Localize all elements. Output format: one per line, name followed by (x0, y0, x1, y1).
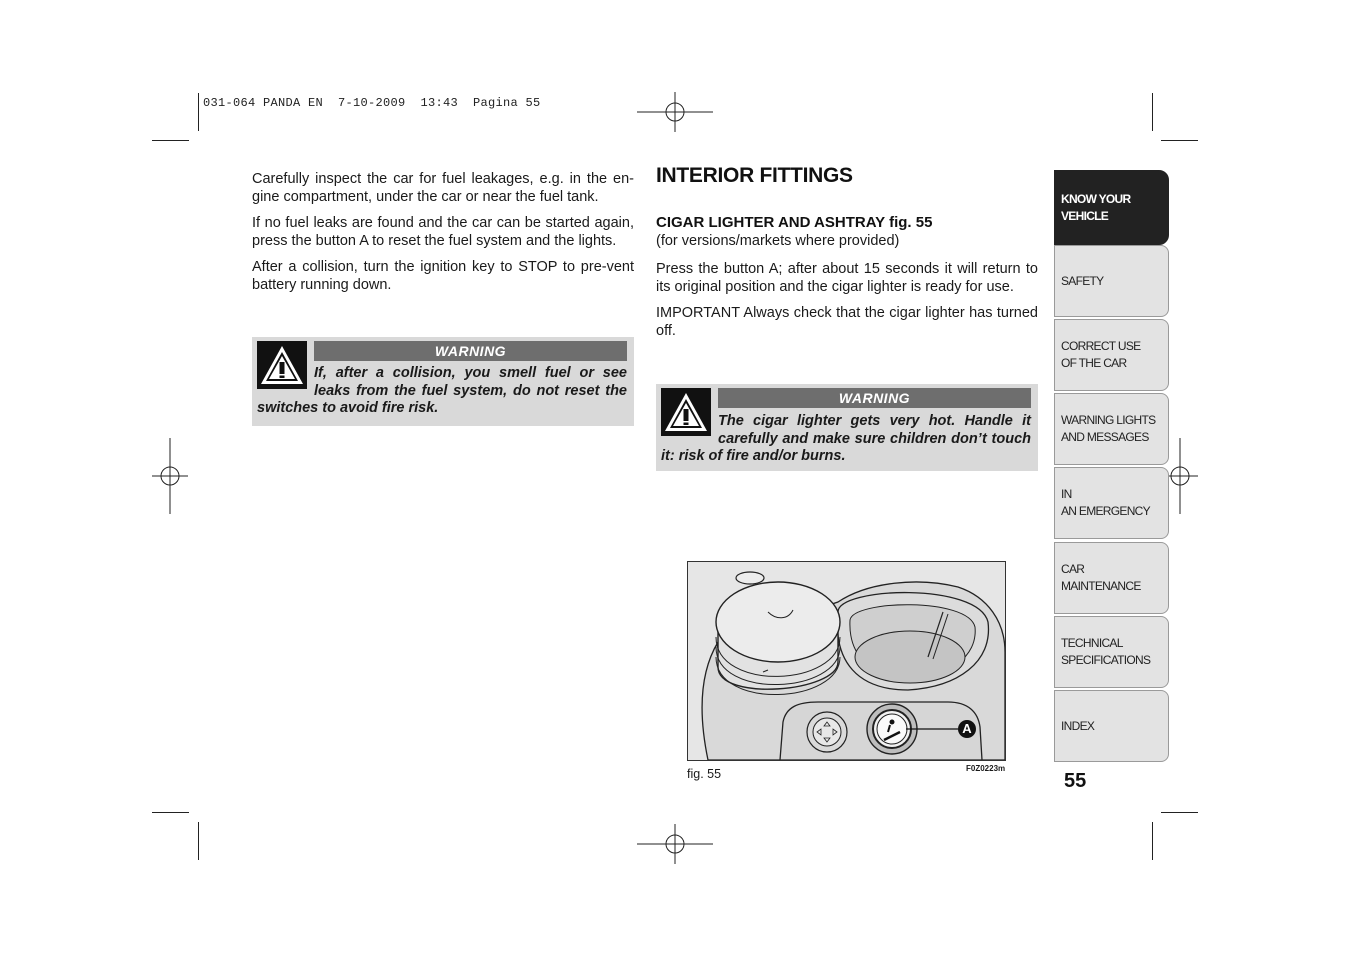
warning-box-fuel (252, 337, 634, 426)
registration-mark-left (132, 438, 208, 514)
warning-text: The cigar lighter gets very hot. Handle it carefully and make sure children don’t touch it: risk of fire and/or burns. (661, 413, 1031, 464)
figure-caption: fig. 55 (687, 767, 722, 781)
page-number: 55 (1064, 770, 1087, 792)
warning-heading: WARNING (314, 341, 627, 361)
subsection-title: CIGAR LIGHTER AND ASHTRAY fig. 55 (656, 214, 933, 231)
right-column (656, 260, 1038, 348)
version-note: (for versions/markets where provided) (656, 233, 900, 249)
cigar-lighter-illustration (688, 562, 1005, 760)
paragraph: Press the button A; after about 15 seconds it will return to its original position and the cigar lighter is ready for use. (656, 261, 1038, 295)
registration-mark-top (637, 74, 713, 150)
warning-heading: WARNING (718, 388, 1031, 408)
figure-cigar-lighter (687, 561, 1006, 761)
tab-warning-lights[interactable]: WARNING LIGHTS AND MESSAGES (1054, 393, 1169, 465)
tab-in-an-emergency[interactable]: IN AN EMERGENCY (1054, 467, 1169, 539)
figure-code: F0Z0223m (966, 764, 1006, 773)
paragraph: If no fuel leaks are found and the car can be started again, press the button A to reset the fuel system and the lights. (252, 215, 634, 249)
tab-safety[interactable]: SAFETY (1054, 245, 1169, 317)
paragraph: After a collision, turn the ignition key to STOP to pre-vent battery running down. (252, 259, 634, 293)
print-slug: 031-064 PANDA EN 7-10-2009 13:43 Pagina 55 (203, 96, 541, 110)
paragraph: Carefully inspect the car for fuel leakages, e.g. in the en-gine compartment, under the car or near the fuel tank. (252, 171, 634, 205)
tab-know-your-vehicle[interactable]: KNOW YOUR VEHICLE (1054, 170, 1169, 245)
tab-technical-specifications[interactable]: TECHNICAL SPECIFICATIONS (1054, 616, 1169, 688)
warning-text: If, after a collision, you smell fuel or see leaks from the fuel system, do not reset the switches to avoid fire risk. (257, 365, 627, 416)
left-column (252, 170, 634, 302)
callout-label-a: A (962, 721, 972, 736)
tab-correct-use[interactable]: CORRECT USE OF THE CAR (1054, 319, 1169, 391)
registration-mark-bottom (637, 806, 713, 882)
paragraph: IMPORTANT Always check that the cigar lighter has turned off. (656, 305, 1038, 339)
section-title: INTERIOR FITTINGS (656, 164, 853, 187)
tab-car-maintenance[interactable]: CAR MAINTENANCE (1054, 542, 1169, 614)
warning-box-cigar-lighter (656, 384, 1038, 471)
tab-index[interactable]: INDEX (1054, 690, 1169, 762)
